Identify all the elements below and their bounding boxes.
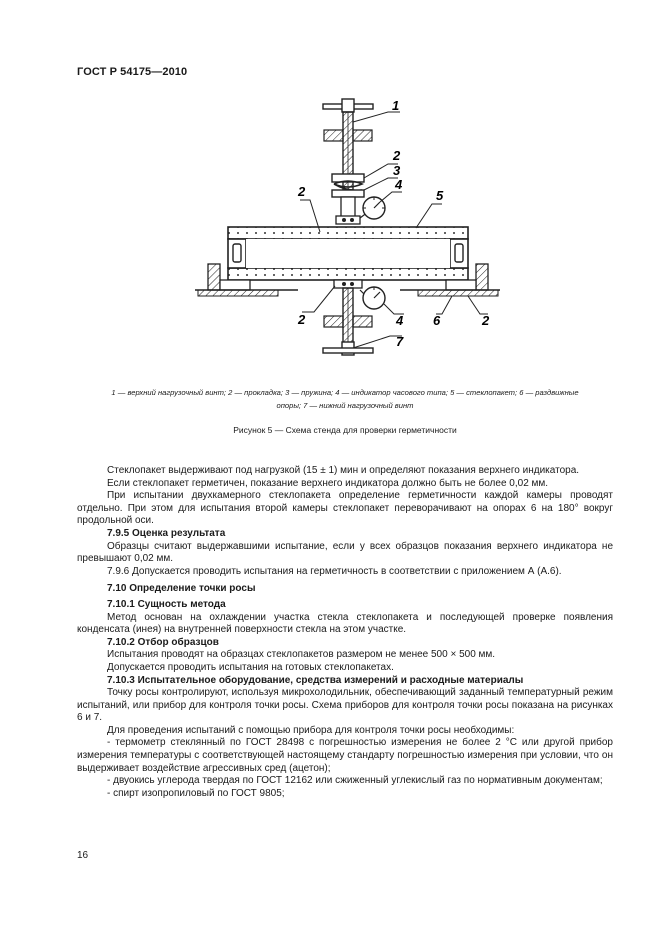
test-stand-figure xyxy=(190,92,500,374)
page-number: 16 xyxy=(77,850,89,861)
spring-assembly xyxy=(332,174,364,224)
figure-label-2d: 2 xyxy=(482,313,490,328)
paragraph: Метод основан на охлаждении участка стекла стеклопакета и последующей проверке появления конденсата (инея) на внутренней поверхности стекла на этом участке. xyxy=(77,611,613,636)
section-heading-7-10-3: 7.10.3 Испытательное оборудование, средства измерений и расходные материалы xyxy=(107,674,524,686)
list-item: - термометр стеклянный по ГОСТ 28498 с погрешностью измерения не более 2 °С или другой прибор измерения температуры с соответствующей настоящему стандарту погрешностью измерения при условии, что он выдерживает воздействие агрессивных сред (ацетон); xyxy=(77,737,613,774)
paragraph: 7.9.6 Допускается проводить испытания на герметичность в соответствии с приложением А (А.6). xyxy=(107,565,562,577)
figure-legend-line-2: опоры; 7 — нижний нагрузочный винт xyxy=(276,401,414,410)
paragraph: Для проведения испытаний с помощью прибора для контроля точки росы необходимы: xyxy=(107,724,515,736)
test-stand-diagram xyxy=(190,92,500,374)
figure-label-2a: 2 xyxy=(393,148,401,163)
figure-label-3: 3 xyxy=(393,163,401,178)
document-header: ГОСТ Р 54175—2010 xyxy=(77,66,188,78)
upper-dial-indicator xyxy=(360,197,385,219)
lower-dial-indicator xyxy=(360,287,385,309)
figure-caption: Рисунок 5 — Схема стенда для проверки герметичности xyxy=(233,425,457,435)
document-body xyxy=(77,465,613,800)
figure-label-2c: 2 xyxy=(298,312,306,327)
section-heading-7-9-5: 7.9.5 Оценка результата xyxy=(107,527,226,539)
paragraph: При испытании двухкамерного стеклопакета определение герметичности каждой камеры проводят отдельно. При этом для испытания второй камеры стеклопакет переворачивают на опорах 6 на 180° вокруг продольной оси. xyxy=(77,490,613,527)
figure-label-4a: 4 xyxy=(395,177,403,192)
paragraph: Образцы считают выдержавшими испытание, если у всех образцов показания верхнего индикатора не превышают 0,02 мм. xyxy=(77,540,613,565)
list-item: - двуокись углерода твердая по ГОСТ 12162 или сжиженный углекислый газ по нормативным документам; xyxy=(107,775,603,787)
paragraph: Если стеклопакет герметичен, показание верхнего индикатора должно быть не более 0,02 мм. xyxy=(107,477,549,489)
figure-label-4b: 4 xyxy=(396,313,404,328)
figure-label-1: 1 xyxy=(392,98,400,113)
figure-label-6: 6 xyxy=(433,313,441,328)
section-heading-7-10-2: 7.10.2 Отбор образцов xyxy=(107,636,219,648)
figure-legend xyxy=(77,386,613,412)
section-heading-7-10: 7.10 Определение точки росы xyxy=(107,583,256,595)
figure-label-7: 7 xyxy=(396,334,404,349)
figure-legend-line-1: 1 — верхний нагрузочный винт; 2 — прокладка; 3 — пружина; 4 — индикатор часового типа; 5 — стеклопакет; 6 — раздвижные xyxy=(111,388,579,397)
paragraph: Точку росы контролируют, используя микрохолодильник, обеспечивающий заданный температурный режим испытаний, или прибор для контроля точки росы. Схема приборов для контроля точки росы показана на рисунках 6 и 7. xyxy=(77,687,613,724)
glass-unit xyxy=(228,227,468,280)
section-heading-7-10-1: 7.10.1 Сущность метода xyxy=(107,598,226,610)
list-item: - спирт изопропиловый по ГОСТ 9805; xyxy=(107,787,285,799)
figure-label-2b: 2 xyxy=(298,184,306,199)
paragraph: Допускается проводить испытания на готовых стеклопакетах. xyxy=(107,661,394,673)
figure-label-5: 5 xyxy=(436,188,444,203)
paragraph: Стеклопакет выдерживают под нагрузкой (15 ± 1) мин и определяют показания верхнего индикатора. xyxy=(107,465,580,476)
paragraph: Испытания проводят на образцах стеклопакетов размером не менее 500 × 500 мм. xyxy=(107,649,496,661)
